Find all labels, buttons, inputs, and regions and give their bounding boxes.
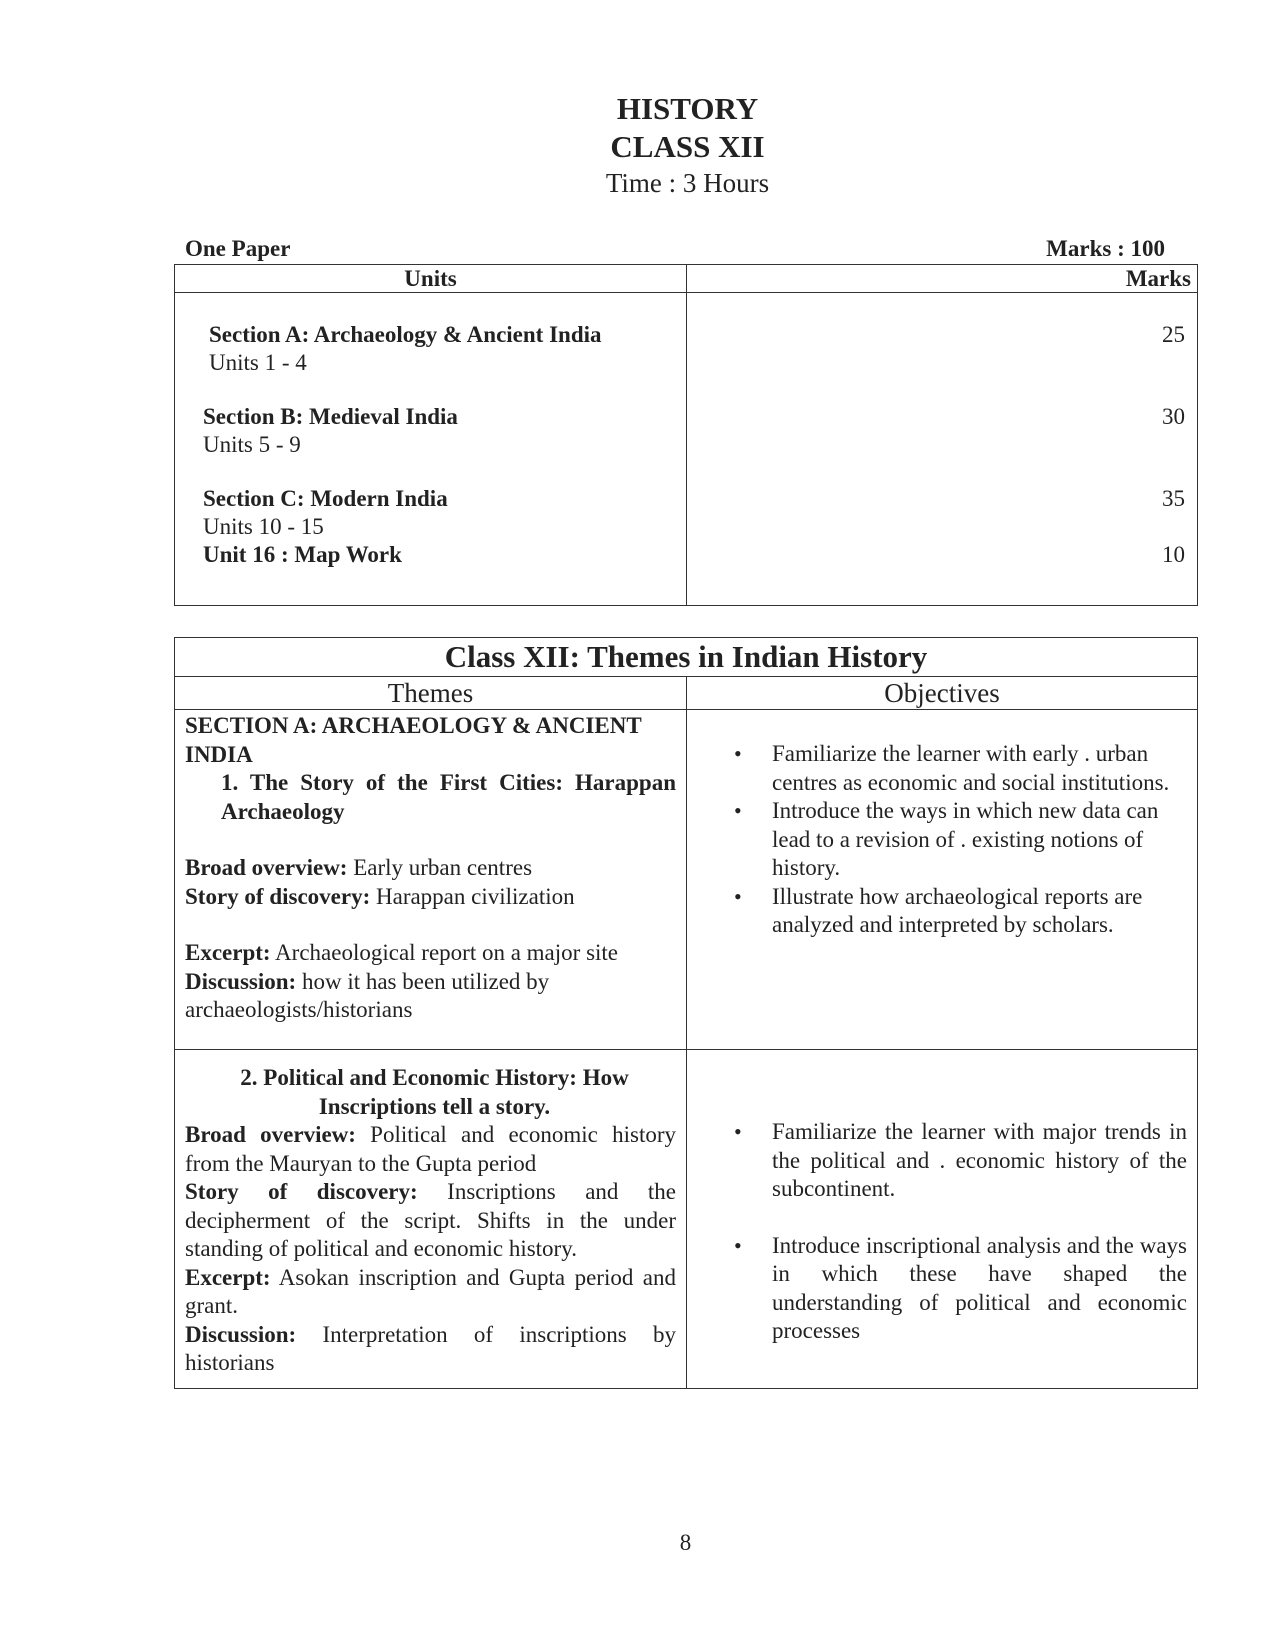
objective-item: • Introduce inscriptional analysis and the ways in which these have shaped the understanding of political and economic processes	[772, 1232, 1187, 1346]
story-text: Inscriptions and the decipherment of the script. Shifts in the under standing of political and economic history.	[185, 1179, 676, 1261]
section-c-title: Section C: Modern India	[203, 486, 448, 511]
section-a-marks: 25	[1162, 322, 1185, 347]
excerpt	[185, 939, 676, 968]
class-title: CLASS XII	[610, 129, 765, 164]
excerpt-label: Excerpt:	[185, 940, 271, 965]
discussion-text: Interpretation of inscriptions by historians	[185, 1321, 676, 1375]
objective-item: • Familiarize the learner with early . urban centres as economic and social institutions.	[772, 740, 1187, 797]
units-column-header: Units	[175, 265, 687, 293]
discussion	[185, 1321, 676, 1378]
total-marks: Marks : 100	[1046, 236, 1165, 261]
objectives-list	[697, 1118, 1187, 1346]
broad-overview	[185, 1121, 676, 1178]
broad-overview-text: Early urban centres	[347, 855, 533, 880]
paper-row	[185, 236, 1165, 262]
section-a-entry	[209, 321, 602, 377]
section-a-units: Units 1 - 4	[209, 350, 307, 375]
excerpt-text: Archaeological report on a major site	[270, 940, 619, 965]
excerpt-text: Asokan inscription and Gupta period and grant.	[185, 1264, 676, 1318]
page-header	[0, 90, 1275, 200]
theme-cell	[175, 1050, 687, 1389]
paper-label: One Paper	[185, 236, 291, 261]
story-of-discovery	[185, 883, 676, 912]
subject-title: HISTORY	[616, 91, 759, 126]
map-work-marks: 10	[1162, 542, 1185, 567]
section-b-units: Units 5 - 9	[203, 432, 301, 457]
theme-row	[175, 1050, 1198, 1389]
discussion-label: Discussion:	[185, 968, 297, 994]
section-c-entry	[203, 485, 448, 569]
section-c-units: Units 10 - 15	[203, 514, 324, 539]
map-work-title: Unit 16 : Map Work	[203, 542, 402, 567]
marks-distribution-table	[174, 264, 1198, 606]
page-number: 8	[679, 1530, 692, 1555]
theme-cell	[175, 710, 687, 1050]
discussion-label: Discussion:	[185, 1321, 297, 1347]
theme-title: 1. The Story of the First Cities: Harappan Archaeology	[221, 770, 676, 824]
broad-overview	[185, 854, 676, 883]
theme-row	[175, 710, 1198, 1050]
themes-column-header: Themes	[175, 677, 687, 710]
section-c-marks: 35	[1162, 486, 1185, 511]
broad-overview-text: Political and economic history from the Mauryan to the Gupta period	[185, 1122, 676, 1176]
section-a-title: Section A: Archaeology & Ancient India	[209, 322, 602, 347]
broad-overview-label: Broad overview:	[185, 1122, 356, 1147]
story-text: Harappan civilization	[370, 883, 575, 909]
discussion-text: how it has been utilized by archaeologists/historians	[185, 968, 550, 1022]
story-label: Story of discovery:	[185, 883, 371, 909]
section-b-entry	[203, 403, 458, 459]
excerpt	[185, 1264, 676, 1321]
broad-overview-label: Broad overview:	[185, 855, 348, 880]
discussion	[185, 968, 676, 1025]
objective-item: • Introduce the ways in which new data can lead to a revision of . existing notions of history.	[772, 797, 1187, 883]
excerpt-label: Excerpt:	[185, 1264, 271, 1290]
time-label: Time : 3 Hours	[605, 168, 770, 198]
themes-table	[174, 637, 1198, 1389]
story-label: Story of discovery:	[185, 1179, 418, 1204]
objectives-cell	[687, 1050, 1198, 1389]
section-b-marks: 30	[1162, 404, 1185, 429]
section-heading: SECTION A: ARCHAEOLOGY & ANCIENT INDIA	[185, 713, 642, 767]
marks-cell	[687, 293, 1198, 606]
objectives-cell	[687, 710, 1198, 1050]
objective-item: • Familiarize the learner with major trends in the political and . economic history of the subcontinent.	[772, 1118, 1187, 1204]
story-of-discovery	[185, 1178, 676, 1264]
section-b-title: Section B: Medieval India	[203, 404, 458, 429]
objectives-list	[697, 740, 1187, 940]
theme-title: 2. Political and Economic History: How Inscriptions tell a story.	[240, 1065, 629, 1119]
objectives-column-header: Objectives	[687, 677, 1198, 710]
themes-table-caption: Class XII: Themes in Indian History	[175, 638, 1198, 677]
units-cell	[175, 293, 687, 606]
marks-column-header: Marks	[687, 265, 1198, 293]
objective-item: • Illustrate how archaeological reports are analyzed and interpreted by scholars.	[772, 883, 1187, 940]
